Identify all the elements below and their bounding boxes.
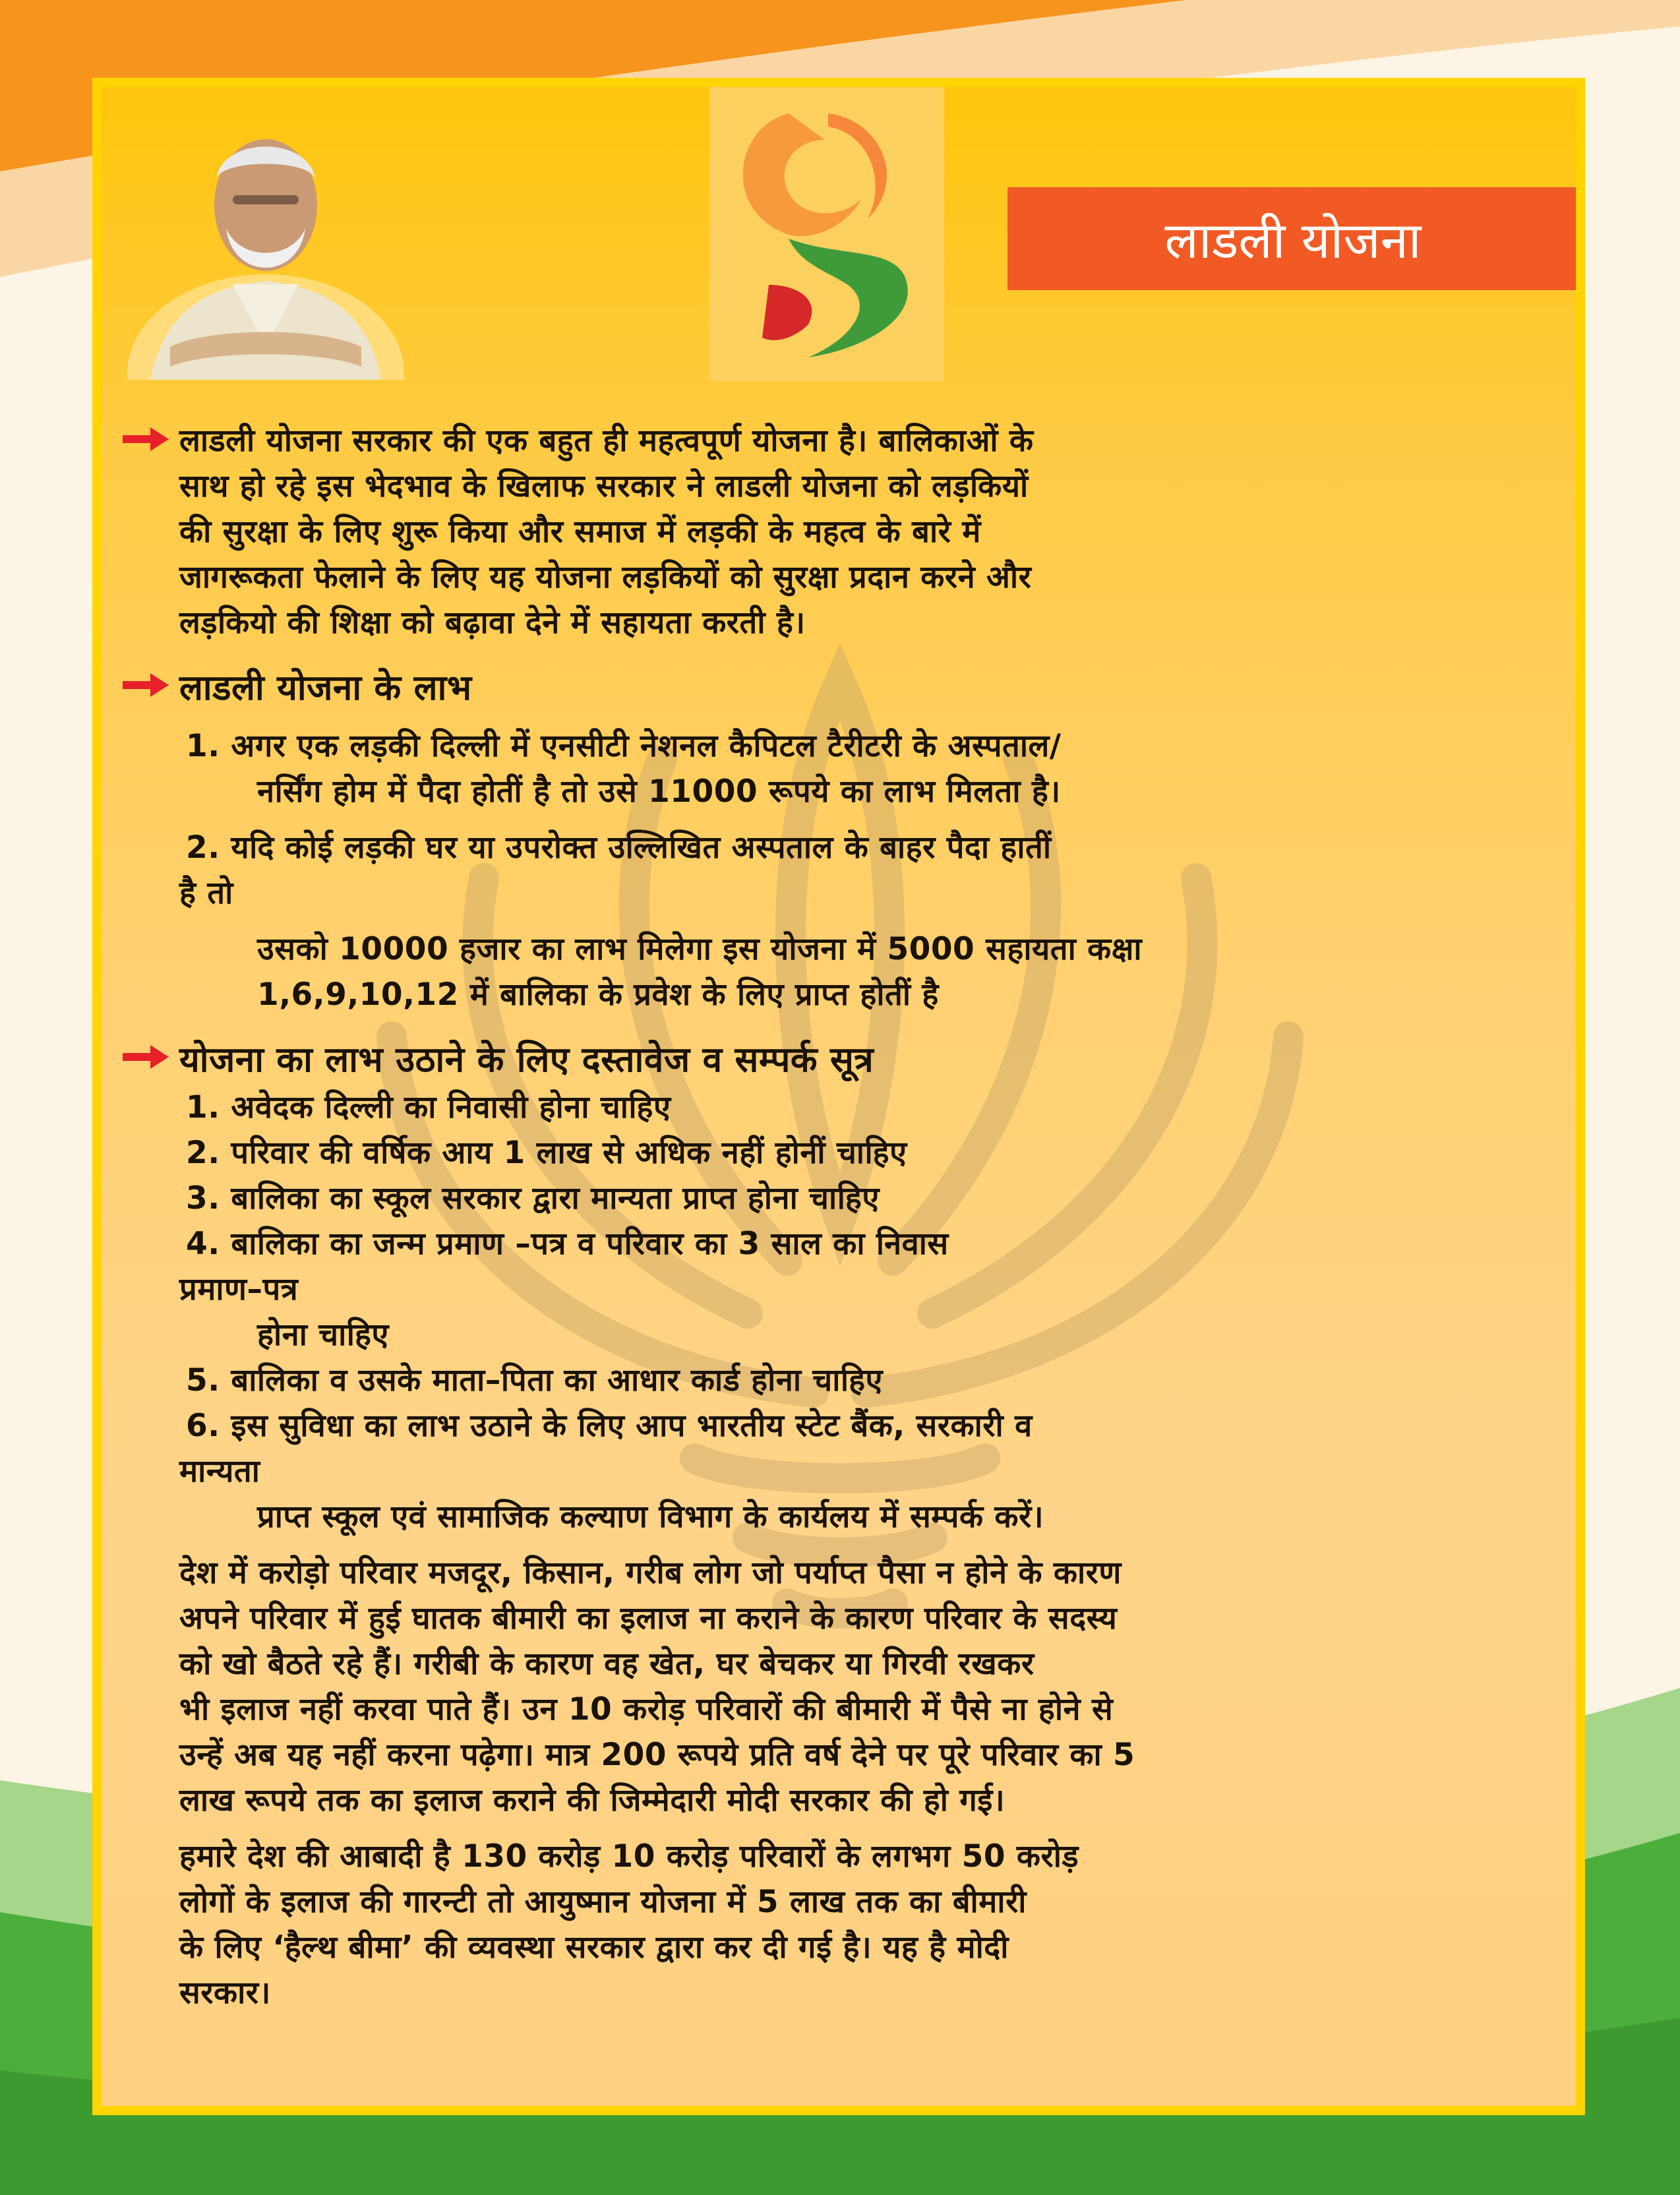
arrow-right-icon — [123, 1044, 169, 1070]
paragraph-line: हमारे देश की आबादी है 130 करोड़ 10 करोड़ परिवारों के लगभग 50 करोड़ — [179, 1838, 1079, 1875]
document-item: होना चाहिए — [257, 1317, 389, 1353]
arrow-right-icon — [123, 426, 169, 452]
health-insurance-paragraph — [179, 1550, 1551, 1823]
benefits-section — [179, 664, 1551, 1017]
benefit-item: नर्सिंग होम में पैदा होतीं है तो उसे 11000 रूपये का लाभ मिलता है। — [257, 773, 1061, 810]
paragraph-line: उन्हें अब यह नहीं करना पढ़ेगा। मात्र 200 रूपये प्रति वर्ष देने पर पूरे परिवार का 5 — [179, 1737, 1135, 1773]
document-item: मान्यता — [179, 1453, 260, 1489]
benefits-heading: लाडली योजना के लाभ — [179, 668, 472, 708]
documents-section — [179, 1036, 1551, 1540]
scheme-logo — [709, 87, 944, 381]
benefit-item: 2. यदि कोई लड़की घर या उपरोक्त उल्लिखित अस्पताल के बाहर पैदा हातीं — [186, 829, 1052, 866]
paragraph-line: भी इलाज नहीं करवा पाते हैं। उन 10 करोड़ परिवारों की बीमारी में पैसे ना होने से — [179, 1691, 1114, 1728]
document-item: 1. अवेदक दिल्ली का निवासी होना चाहिए — [186, 1089, 671, 1126]
benefit-item: 1. अगर एक लड़की दिल्ली में एनसीटी नेशनल कैपिटल टैरीटरी के अस्पताल/ — [186, 728, 1062, 764]
documents-heading: योजना का लाभ उठाने के लिए दस्तावेज व सम्पर्क सूत्र — [179, 1040, 874, 1080]
document-item: 3. बालिका का स्कूल सरकार द्वारा मान्यता प्राप्त होना चाहिए — [186, 1180, 880, 1217]
document-item: 6. इस सुविधा का लाभ उठाने के लिए आप भारतीय स्टेट बैंक, सरकारी व — [186, 1408, 1033, 1444]
intro-line: जागरूकता फेलाने के लिए यह योजना लड़कियों को सुरक्षा प्रदान करने और — [179, 559, 1032, 595]
page-title: लाडली योजना — [1164, 210, 1422, 270]
intro-line: साथ हो रहे इस भेदभाव के खिलाफ सरकार ने लाडली योजना को लड़कियों — [179, 468, 1029, 504]
content-panel — [92, 78, 1585, 2115]
paragraph-line: अपने परिवार में हुई घातक बीमारी का इलाज ना कराने के कारण परिवार के सदस्य — [179, 1600, 1118, 1637]
document-item: प्राप्त स्कूल एवं सामाजिक कल्याण विभाग के कार्यलय में सम्पर्क करें। — [257, 1499, 1044, 1535]
ayushman-paragraph — [179, 1834, 1551, 2016]
paragraph-line: सरकार। — [179, 1975, 271, 2011]
intro-line: लड़कियो की शिक्षा को बढ़ावा देने में सहायता करती है। — [179, 605, 806, 641]
document-item: प्रमाण–पत्र — [179, 1271, 299, 1308]
benefit-item: है तो — [179, 875, 233, 911]
document-item: 2. परिवार की वर्षिक आय 1 लाख से अधिक नहीं होनीं चाहिए — [186, 1135, 907, 1171]
title-banner — [1007, 187, 1578, 290]
paragraph-line: के लिए ‘हैल्थ बीमा’ की व्यवस्था सरकार द्वारा कर दी गई है। यह है मोदी — [179, 1929, 1009, 1966]
portrait-photo — [124, 96, 407, 380]
document-item: 5. बालिका व उसके माता–पिता का आधार कार्ड होना चाहिए — [186, 1362, 884, 1398]
intro-line: लाडली योजना सरकार की एक बहुत ही महत्वपूर्ण योजना है। बालिकाओं के — [179, 423, 1034, 459]
paragraph-line: लोगों के इलाज की गारन्टी तो आयुष्मान योजना में 5 लाख तक का बीमारी — [179, 1884, 1027, 1920]
paragraph-line: को खो बैठते रहे हैं। गरीबी के कारण वह खेत, घर बेचकर या गिरवी रखकर — [179, 1646, 1035, 1682]
paragraph-line: देश में करोड़ो परिवार मजदूर, किसान, गरीब लोग जो पर्याप्त पैसा न होने के कारण — [179, 1555, 1122, 1591]
paragraph-line: लाख रूपये तक का इलाज कराने की जिम्मेदारी मोदी सरकार की हो गई। — [179, 1782, 1005, 1819]
benefit-item: उसको 10000 हजार का लाभ मिलेगा इस योजना में 5000 सहायता कक्षा — [257, 931, 1143, 967]
document-item: 4. बालिका का जन्म प्रमाण –पत्र व परिवार का 3 साल का निवास — [186, 1226, 949, 1262]
arrow-right-icon — [123, 672, 169, 698]
intro-line: की सुरक्षा के लिए शुरू किया और समाज में लड़की के महत्व के बारे में — [179, 514, 981, 550]
intro-section — [179, 418, 1551, 646]
body-content — [179, 418, 1551, 2016]
benefit-item: 1,6,9,10,12 में बालिका के प्रवेश के लिए प्राप्त होतीं है — [257, 977, 939, 1013]
